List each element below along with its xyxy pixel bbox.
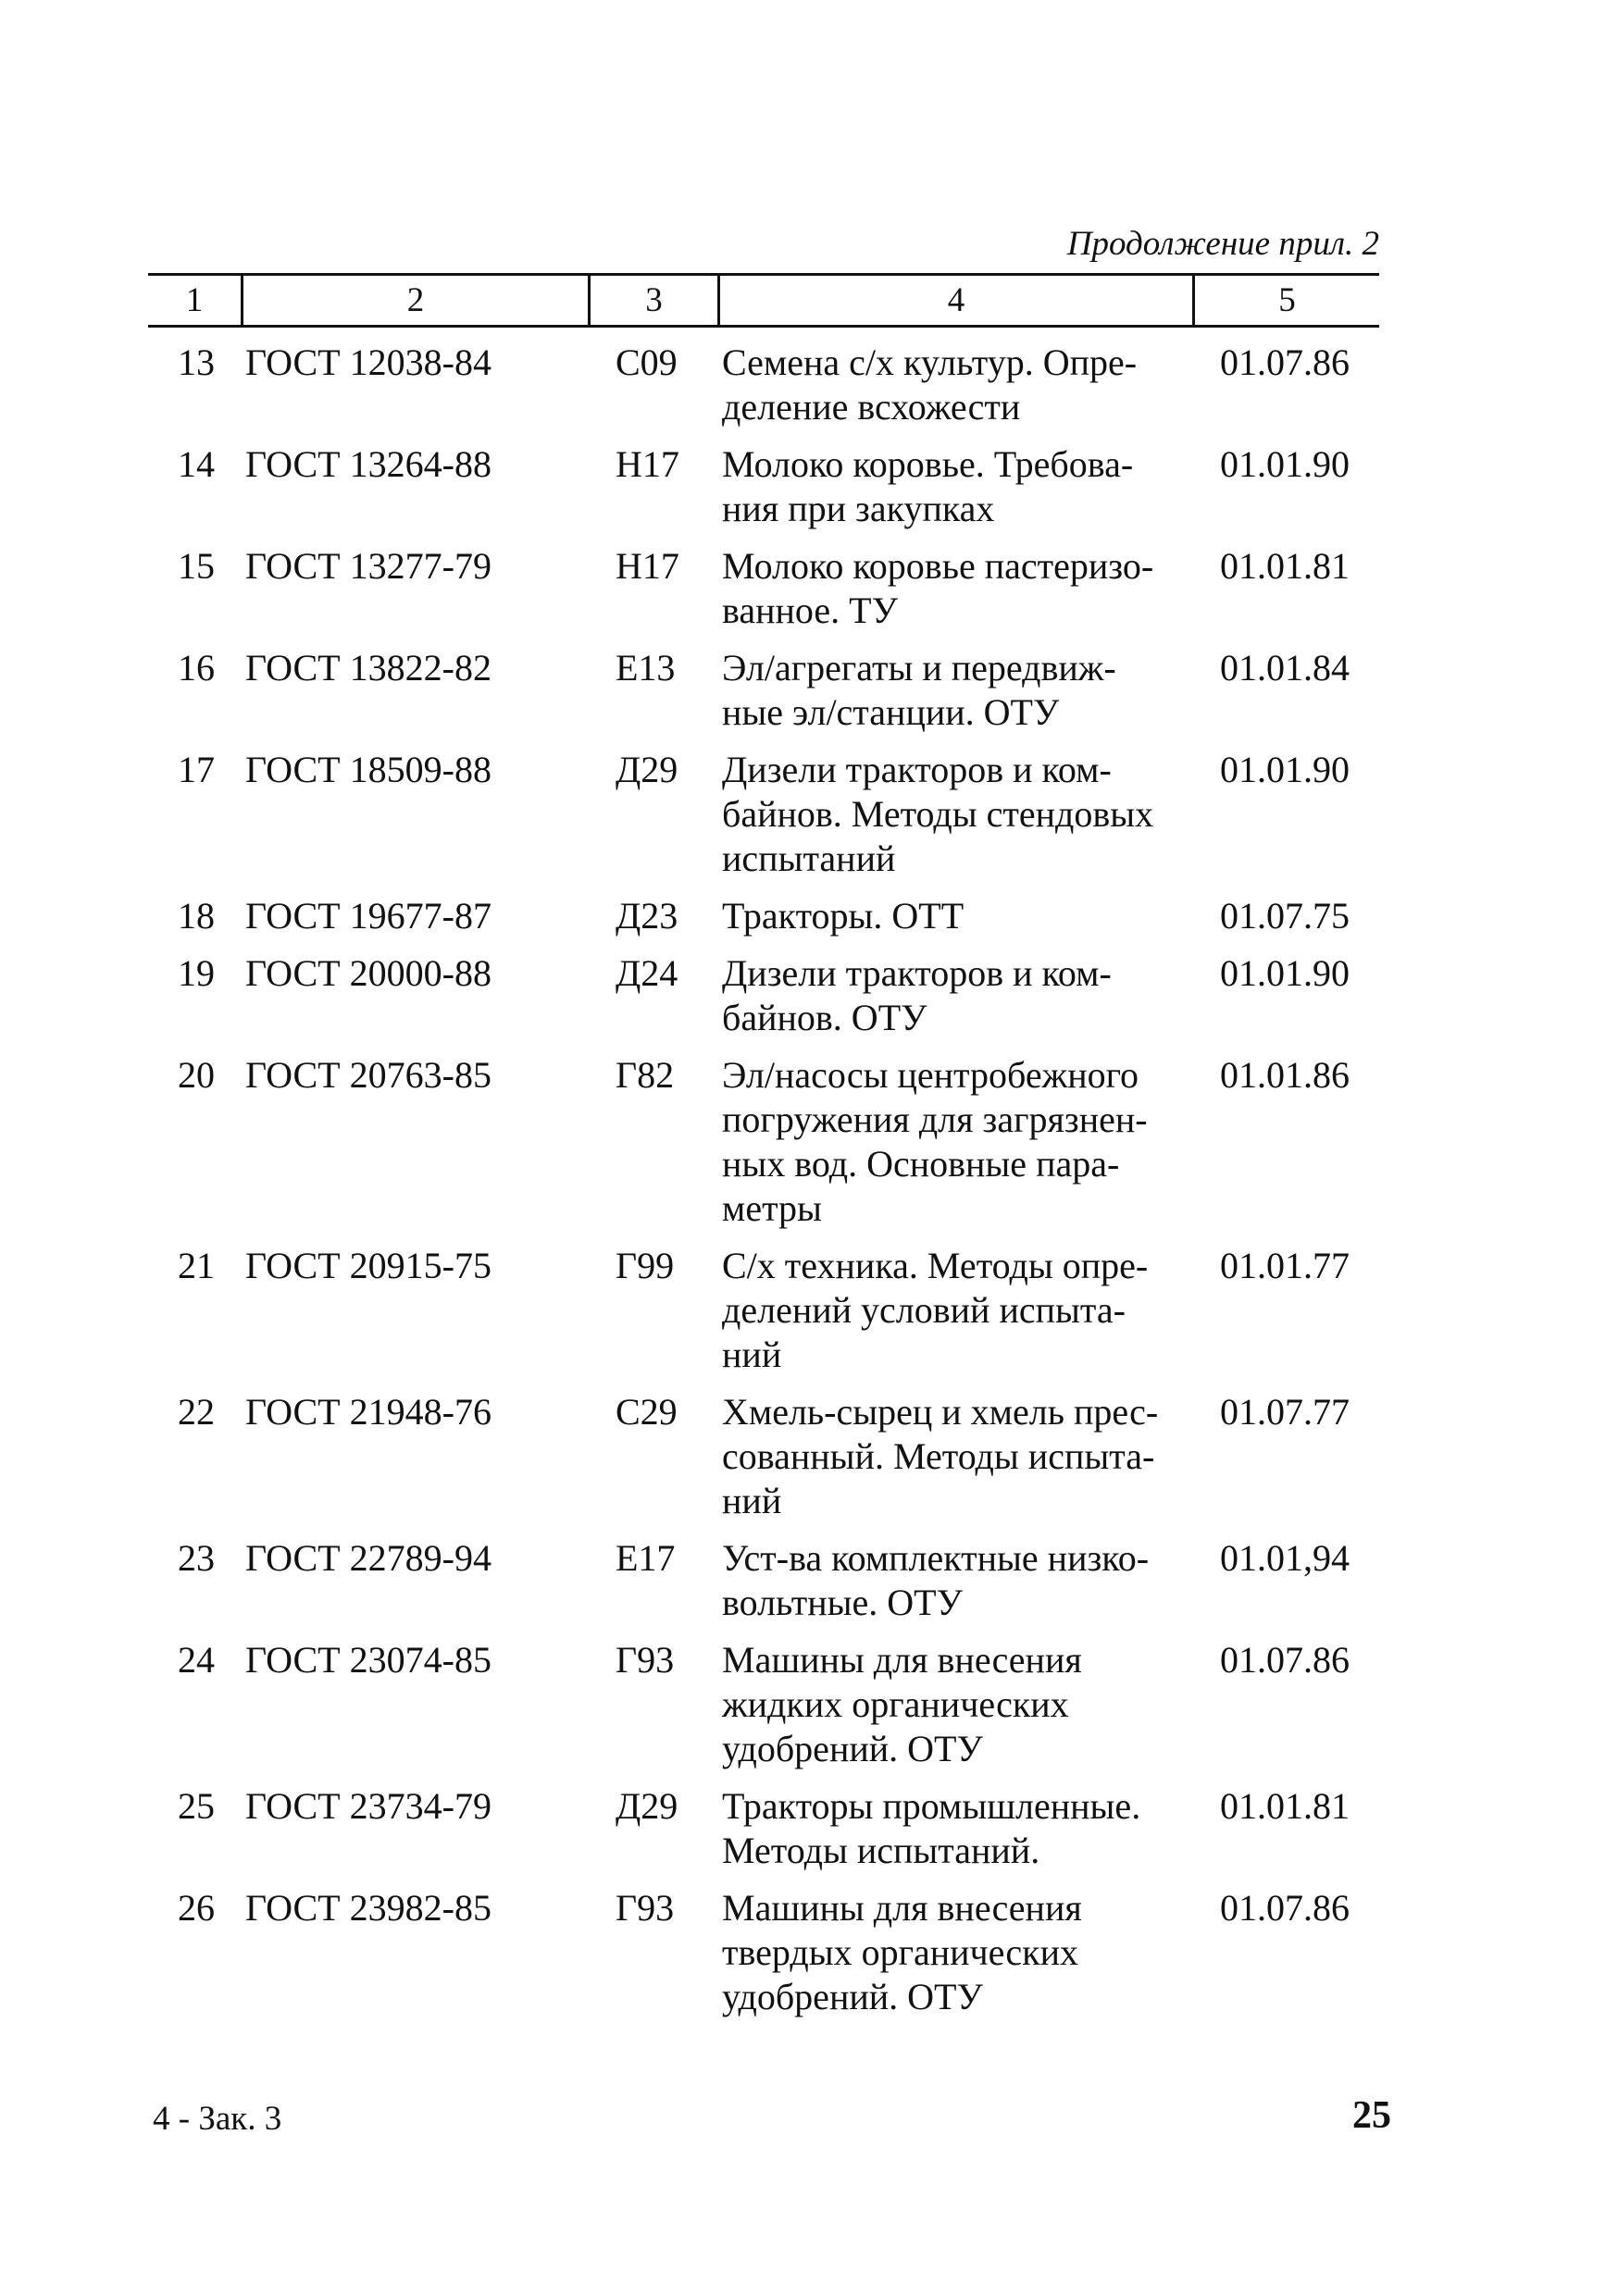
standard-title-line: Молоко коровье пастеризо- <box>722 545 1154 587</box>
table-row <box>148 748 1379 881</box>
standard-code: ГОСТ 21948-76 <box>245 1391 492 1433</box>
row-number: 21 <box>178 1245 215 1286</box>
standard-code: ГОСТ 20000-88 <box>245 952 492 994</box>
print-order-note: 4 - Зак. 3 <box>153 2100 282 2138</box>
standard-title-line: Эл/насосы центробежного <box>722 1054 1139 1096</box>
header-col-4: 4 <box>947 281 965 319</box>
table-row <box>148 544 1379 633</box>
table-row <box>148 951 1379 1040</box>
standard-title-line: удобрений. ОТУ <box>722 1976 983 2017</box>
standard-title-line: ний <box>722 1480 782 1521</box>
classification-group: Е13 <box>616 647 676 689</box>
effective-date: 01.01.81 <box>1220 545 1350 587</box>
effective-date: 01.01.90 <box>1220 749 1350 790</box>
classification-group: С29 <box>616 1391 678 1433</box>
classification-group: Д29 <box>616 749 678 790</box>
table-body <box>148 341 1379 2019</box>
standard-title-line: делений условий испыта- <box>722 1289 1126 1331</box>
classification-group: Д23 <box>616 895 678 937</box>
effective-date: 01.07.86 <box>1220 1639 1350 1681</box>
standard-code: ГОСТ 22789-94 <box>245 1537 492 1579</box>
standard-title <box>722 442 1185 531</box>
continuation-label: Продолжение прил. 2 <box>1066 225 1379 263</box>
table-row <box>148 442 1379 531</box>
effective-date: 01.01.90 <box>1220 443 1350 485</box>
standard-title-line: сованный. Методы испыта- <box>722 1435 1155 1477</box>
table-row <box>148 894 1379 938</box>
standard-title <box>722 1784 1185 1873</box>
classification-group: С09 <box>616 341 678 383</box>
effective-date: 01.01,94 <box>1220 1537 1350 1579</box>
standard-title-line: ные эл/станции. ОТУ <box>722 691 1060 733</box>
classification-group: Е17 <box>616 1537 676 1579</box>
header-col-5: 5 <box>1278 281 1296 319</box>
standard-title <box>722 1886 1185 2019</box>
table-row <box>148 1390 1379 1523</box>
standards-table <box>148 273 1379 2032</box>
standard-title-line: Дизели тракторов и ком- <box>722 749 1112 790</box>
classification-group: Г99 <box>616 1245 675 1286</box>
classification-group: Д24 <box>616 952 678 994</box>
row-number: 19 <box>178 952 215 994</box>
table-row <box>148 1638 1379 1771</box>
standard-title-line: Методы испытаний. <box>722 1830 1040 1871</box>
standard-title-line: Машины для внесения <box>722 1887 1082 1929</box>
standard-title <box>722 1638 1185 1771</box>
effective-date: 01.07.86 <box>1220 341 1350 383</box>
standard-title-line: Уст-ва комплектные низко- <box>722 1537 1150 1579</box>
standard-code: ГОСТ 12038-84 <box>245 341 492 383</box>
standard-title-line: ванное. ТУ <box>722 590 898 631</box>
standard-title <box>722 894 1185 938</box>
row-number: 23 <box>178 1537 215 1579</box>
standard-title-line: вольтные. ОТУ <box>722 1582 963 1623</box>
standard-title-line: Молоко коровье. Требова- <box>722 443 1134 485</box>
effective-date: 01.01.84 <box>1220 647 1350 689</box>
standard-title-line: твердых органических <box>722 1931 1079 1973</box>
standard-title <box>722 1536 1185 1625</box>
header-col-3: 3 <box>645 281 663 319</box>
classification-group: Д29 <box>616 1785 678 1827</box>
row-number: 15 <box>178 545 215 587</box>
row-number: 14 <box>178 443 215 485</box>
table-row <box>148 341 1379 429</box>
standard-code: ГОСТ 13264-88 <box>245 443 492 485</box>
standard-code: ГОСТ 20763-85 <box>245 1054 492 1096</box>
standard-title <box>722 341 1185 429</box>
standard-title-line: Дизели тракторов и ком- <box>722 952 1112 994</box>
classification-group: Г82 <box>616 1054 675 1096</box>
standard-code: ГОСТ 23982-85 <box>245 1887 492 1929</box>
effective-date: 01.01.90 <box>1220 952 1350 994</box>
standard-title-line: Семена с/х культур. Опре- <box>722 341 1138 383</box>
standard-title <box>722 1053 1185 1231</box>
standard-code: ГОСТ 23734-79 <box>245 1785 492 1827</box>
row-number: 20 <box>178 1054 215 1096</box>
standard-title-line: ний <box>722 1334 782 1375</box>
row-number: 26 <box>178 1887 215 1929</box>
standard-title-line: Хмель-сырец и хмель прес- <box>722 1391 1159 1433</box>
table-row <box>148 646 1379 735</box>
standard-title <box>722 646 1185 735</box>
standard-title-line: байнов. ОТУ <box>722 997 927 1038</box>
standard-title-line: С/х техника. Методы опре- <box>722 1245 1149 1286</box>
effective-date: 01.01.86 <box>1220 1054 1350 1096</box>
table-row <box>148 1784 1379 1873</box>
table-row <box>148 1244 1379 1377</box>
standard-title-line: жидких органических <box>722 1683 1069 1725</box>
standard-code: ГОСТ 23074-85 <box>245 1639 492 1681</box>
standard-title-line: деление всхожести <box>722 386 1021 428</box>
row-number: 18 <box>178 895 215 937</box>
effective-date: 01.07.77 <box>1220 1391 1350 1433</box>
row-number: 22 <box>178 1391 215 1433</box>
standard-title-line: испытаний <box>722 838 896 879</box>
table-row <box>148 1053 1379 1231</box>
standard-title-line: метры <box>722 1187 822 1229</box>
standard-code: ГОСТ 18509-88 <box>245 749 492 790</box>
classification-group: Н17 <box>616 443 679 485</box>
standard-title-line: ния при закупках <box>722 488 995 529</box>
effective-date: 01.07.75 <box>1220 895 1350 937</box>
classification-group: Г93 <box>616 1887 675 1929</box>
effective-date: 01.01.77 <box>1220 1245 1350 1286</box>
standard-title-line: ных вод. Основные пара- <box>722 1143 1120 1185</box>
row-number: 13 <box>178 341 215 383</box>
standard-code: ГОСТ 13277-79 <box>245 545 492 587</box>
standard-title <box>722 1390 1185 1523</box>
standard-code: ГОСТ 20915-75 <box>245 1245 492 1286</box>
standard-title-line: байнов. Методы стендовых <box>722 793 1154 835</box>
header-col-1: 1 <box>185 281 204 319</box>
row-number: 17 <box>178 749 215 790</box>
header-col-2: 2 <box>406 281 425 319</box>
standard-code: ГОСТ 13822-82 <box>245 647 492 689</box>
standard-title-line: Тракторы. ОТТ <box>722 895 965 937</box>
effective-date: 01.07.86 <box>1220 1887 1350 1929</box>
row-number: 16 <box>178 647 215 689</box>
row-number: 24 <box>178 1639 215 1681</box>
classification-group: Н17 <box>616 545 679 587</box>
standard-title-line: Тракторы промышленные. <box>722 1785 1141 1827</box>
standard-title-line: погружения для загрязнен- <box>722 1098 1148 1140</box>
table-row <box>148 1536 1379 1625</box>
page-number: 25 <box>1352 2094 1391 2137</box>
standard-title-line: удобрений. ОТУ <box>722 1728 983 1769</box>
table-header <box>148 273 1379 328</box>
standard-title <box>722 1244 1185 1377</box>
standard-title-line: Эл/агрегаты и передвиж- <box>722 647 1116 689</box>
standard-code: ГОСТ 19677-87 <box>245 895 492 937</box>
standard-title <box>722 951 1185 1040</box>
effective-date: 01.01.81 <box>1220 1785 1350 1827</box>
standard-title-line: Машины для внесения <box>722 1639 1082 1681</box>
standard-title <box>722 748 1185 881</box>
classification-group: Г93 <box>616 1639 675 1681</box>
table-row <box>148 1886 1379 2019</box>
row-number: 25 <box>178 1785 215 1827</box>
standard-title <box>722 544 1185 633</box>
